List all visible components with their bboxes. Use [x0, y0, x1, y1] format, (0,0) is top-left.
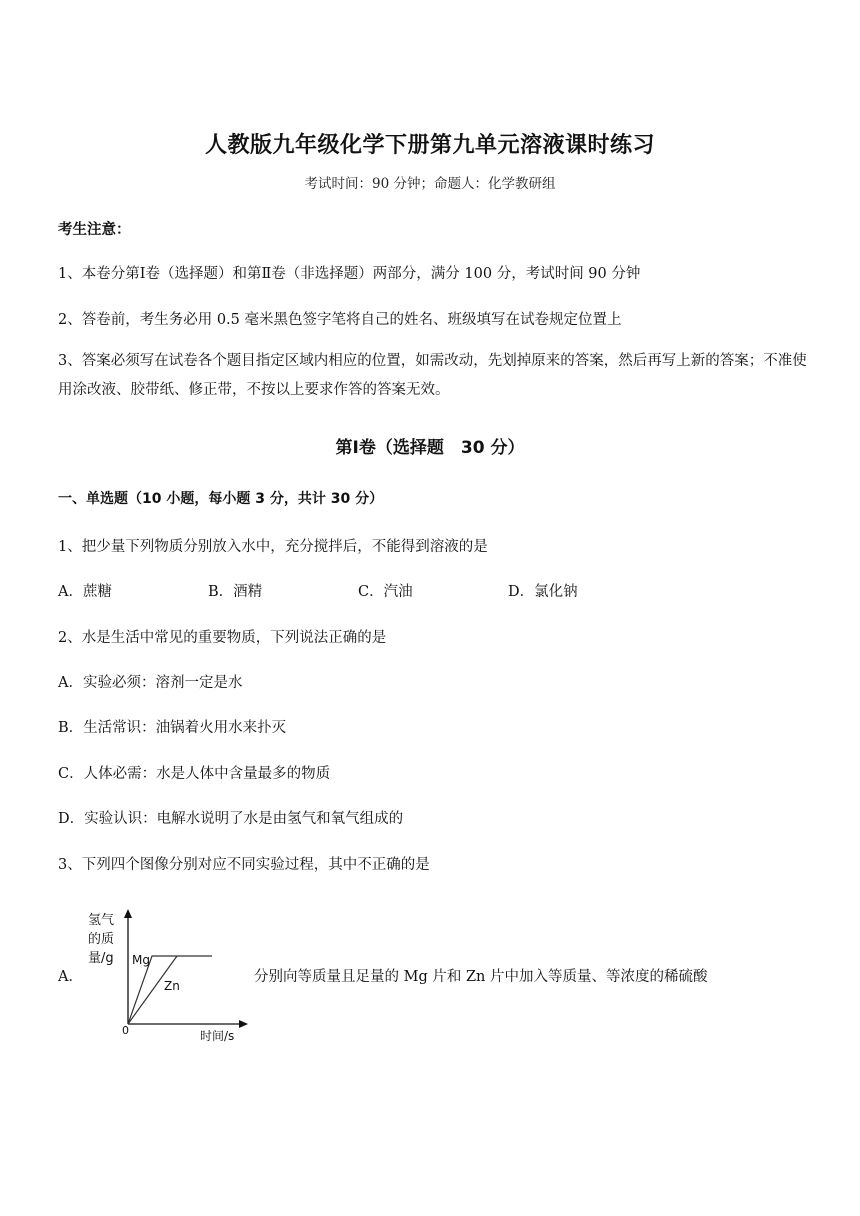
q2-option-d: D．实验认识：电解水说明了水是由氢气和氧气组成的	[58, 811, 404, 827]
question-2-stem: 2、水是生活中常见的重要物质，下列说法正确的是	[58, 630, 387, 646]
y-axis-arrow	[124, 909, 132, 918]
notice-item-3: 3、答案必须写在试卷各个题目指定区域内相应的位置，如需改动，先划掉原来的答案，然后再写上新的答案；不准使用涂改液、胶带纸、修正带，不按以上要求作答的答案无效。	[58, 353, 807, 398]
notice-heading: 考生注意：	[58, 222, 131, 238]
y-axis-label-line-1: 氢气	[88, 913, 115, 928]
x-axis-arrow	[239, 1020, 248, 1028]
y-axis-label-line-2: 的质	[88, 932, 115, 947]
q2-option-a: A．实验必须：溶剂一定是水	[58, 675, 243, 691]
page-title: 人教版九年级化学下册第九单元溶液课时练习	[204, 133, 655, 158]
series-label-mg: Mg	[132, 953, 150, 967]
q3-option-a-text: 分别向等质量且足量的 Mg 片和 Zn 片中加入等质量、等浓度的稀硫酸	[254, 969, 708, 985]
notice-item-2: 2、答卷前，考生务必用 0.5 毫米黑色签字笔将自己的姓名、班级填写在试卷规定位置上	[58, 312, 622, 328]
q2-option-c: C．人体必需：水是人体中含量最多的物质	[58, 766, 331, 782]
part-heading: 一、单选题（10 小题，每小题 3 分，共计 30 分）	[58, 491, 384, 507]
x-axis-label: 时间/s	[200, 1029, 235, 1043]
series-label-zn: Zn	[164, 979, 180, 993]
question-3-stem: 3、下列四个图像分别对应不同实验过程，其中不正确的是	[58, 857, 430, 873]
q2-option-b: B．生活常识：油锅着火用水来扑灭	[58, 720, 287, 736]
q1-option-c: C．汽油	[358, 584, 413, 600]
q1-option-d: D．氯化钠	[508, 584, 578, 600]
q1-option-b: B．酒精	[208, 584, 263, 600]
q3-option-a-label: A．	[58, 969, 83, 985]
q3-option-a-graph	[82, 906, 262, 1046]
origin-label: 0	[122, 1024, 129, 1037]
notice-item-1: 1、本卷分第Ⅰ卷（选择题）和第Ⅱ卷（非选择题）两部分，满分 100 分，考试时间 90 分钟	[58, 266, 641, 282]
section-title: 第Ⅰ卷（选择题 30 分）	[335, 438, 525, 458]
exam-info: 考试时间：90 分钟；命题人：化学教研组	[304, 176, 556, 192]
q1-option-a: A．蔗糖	[58, 584, 112, 600]
question-1-stem: 1、把少量下列物质分别放入水中，充分搅拌后，不能得到溶液的是	[58, 539, 488, 555]
y-axis-label-line-3: 量/g	[88, 951, 114, 966]
